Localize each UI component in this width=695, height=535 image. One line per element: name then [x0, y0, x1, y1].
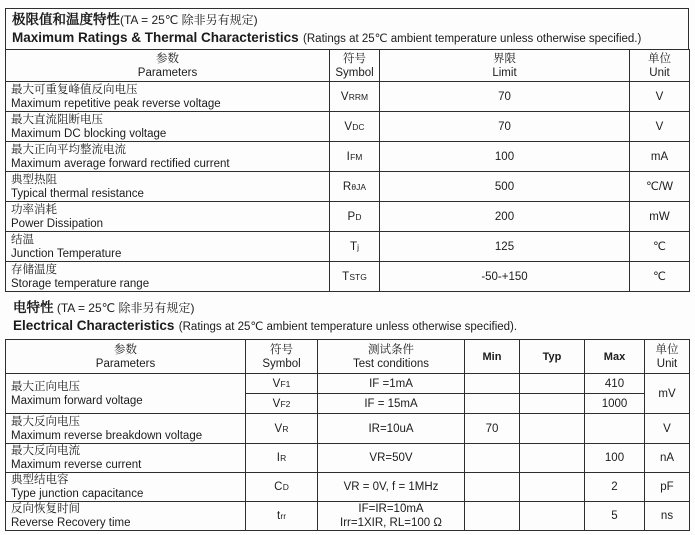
- min-cell: [465, 394, 520, 414]
- symbol-cell: CD: [246, 473, 318, 502]
- unit-cell: mW: [630, 202, 690, 232]
- symbol-cell: VRRM: [330, 82, 380, 112]
- param-cell: 典型结电容 Type junction capacitance: [6, 473, 246, 502]
- min-cell: [465, 374, 520, 394]
- unit-cell: ℃/W: [630, 172, 690, 202]
- electrical-title: [5, 298, 689, 339]
- col-header-symbol: 符号 Symbol: [330, 50, 380, 82]
- max-cell: 2: [585, 473, 645, 502]
- unit-cell: V: [630, 112, 690, 142]
- test-conditions-cell: VR = 0V, f = 1MHz: [318, 473, 465, 502]
- param-cell: 最大可重复峰值反向电压 Maximum repetitive peak reverse voltage: [6, 82, 330, 112]
- param-cell: 最大正向电压 Maximum forward voltage: [6, 374, 246, 414]
- test-conditions-cell: VR=50V: [318, 444, 465, 473]
- param-cell: 最大直流阻断电压 Maximum DC blocking voltage: [6, 112, 330, 142]
- param-cell: 结温 Junction Temperature: [6, 232, 330, 262]
- limit-cell: 70: [380, 112, 630, 142]
- table-row: [6, 262, 690, 292]
- col-header-symbol: 符号 Symbol: [246, 340, 318, 374]
- test-conditions-cell: IR=10uA: [318, 414, 465, 444]
- table-row: [6, 142, 690, 172]
- typ-cell: [520, 473, 585, 502]
- param-cell: 反向恢复时间 Reverse Recovery time: [6, 502, 246, 531]
- unit-cell: mV: [645, 374, 690, 414]
- unit-cell: nA: [645, 444, 690, 473]
- electrical-header-row: [6, 340, 690, 374]
- table-row: [6, 82, 690, 112]
- unit-cell: V: [645, 414, 690, 444]
- max-ratings-section: [5, 8, 689, 292]
- max-ratings-header-row: [6, 50, 690, 82]
- electrical-title-en-note: (Ratings at 25℃ ambient temperature unless otherwise specified).: [178, 321, 518, 333]
- param-cell: 存储温度 Storage temperature range: [6, 262, 330, 292]
- table-row: [6, 112, 690, 142]
- col-header-parameters: 参数 Parameters: [6, 340, 246, 374]
- table-row: [6, 473, 690, 502]
- unit-cell: ns: [645, 502, 690, 531]
- min-cell: 70: [465, 414, 520, 444]
- limit-cell: 500: [380, 172, 630, 202]
- limit-cell: 100: [380, 142, 630, 172]
- col-header-test-conditions: 测试条件 Test conditions: [318, 340, 465, 374]
- unit-cell: ℃: [630, 262, 690, 292]
- min-cell: [465, 444, 520, 473]
- max-ratings-title-zh-note: (TA = 25℃ 除非另有规定): [120, 13, 258, 27]
- symbol-cell: PD: [330, 202, 380, 232]
- max-ratings-title-zh-bold: 极限值和温度特性: [12, 12, 120, 27]
- param-cell: 最大反向电压 Maximum reverse breakdown voltage: [6, 414, 246, 444]
- typ-cell: [520, 444, 585, 473]
- symbol-cell: RθJA: [330, 172, 380, 202]
- min-cell: [465, 502, 520, 531]
- unit-cell: pF: [645, 473, 690, 502]
- test-conditions-cell: IF = 15mA: [318, 394, 465, 414]
- limit-cell: 200: [380, 202, 630, 232]
- symbol-cell: IFM: [330, 142, 380, 172]
- symbol-cell: IR: [246, 444, 318, 473]
- symbol-cell: VR: [246, 414, 318, 444]
- max-cell: 410: [585, 374, 645, 394]
- col-header-unit: 单位 Unit: [645, 340, 690, 374]
- electrical-title-en-bold: Electrical Characteristics: [13, 318, 175, 333]
- electrical-table: [5, 339, 690, 531]
- electrical-title-zh-bold: 电特性: [13, 300, 54, 315]
- min-cell: [465, 473, 520, 502]
- table-row: [6, 374, 690, 394]
- max-cell: 1000: [585, 394, 645, 414]
- limit-cell: 70: [380, 82, 630, 112]
- symbol-cell: VF2: [246, 394, 318, 414]
- max-ratings-title-zh: [12, 11, 684, 29]
- max-cell: [585, 414, 645, 444]
- limit-cell: -50-+150: [380, 262, 630, 292]
- limit-cell: 125: [380, 232, 630, 262]
- typ-cell: [520, 502, 585, 531]
- col-header-max: Max: [585, 340, 645, 374]
- electrical-title-zh-note: (TA = 25℃ 除非另有规定): [53, 301, 195, 315]
- unit-cell: mA: [630, 142, 690, 172]
- max-ratings-table: [5, 49, 690, 292]
- table-row: [6, 172, 690, 202]
- electrical-title-zh: [13, 299, 689, 317]
- max-cell: 100: [585, 444, 645, 473]
- table-row: [6, 444, 690, 473]
- typ-cell: [520, 374, 585, 394]
- col-header-limit: 界限 Limit: [380, 50, 630, 82]
- table-row: [6, 502, 690, 531]
- max-ratings-title-en-note: (Ratings at 25℃ ambient temperature unless otherwise specified.): [303, 33, 642, 45]
- symbol-cell: VF1: [246, 374, 318, 394]
- col-header-min: Min: [465, 340, 520, 374]
- symbol-cell: VDC: [330, 112, 380, 142]
- symbol-cell: Tj: [330, 232, 380, 262]
- typ-cell: [520, 394, 585, 414]
- param-cell: 最大反向电流 Maximum reverse current: [6, 444, 246, 473]
- electrical-characteristics-section: [5, 298, 689, 531]
- max-ratings-title-en-bold: Maximum Ratings & Thermal Characteristics: [12, 30, 299, 45]
- symbol-cell: TSTG: [330, 262, 380, 292]
- unit-cell: V: [630, 82, 690, 112]
- max-ratings-title-en: [12, 29, 684, 48]
- typ-cell: [520, 414, 585, 444]
- col-header-unit: 单位 Unit: [630, 50, 690, 82]
- table-row: [6, 232, 690, 262]
- max-cell: 5: [585, 502, 645, 531]
- test-conditions-cell: IF=IR=10mA Irr=1XIR, RL=100 Ω: [318, 502, 465, 531]
- table-row: [6, 414, 690, 444]
- test-conditions-cell: IF =1mA: [318, 374, 465, 394]
- electrical-title-en: [13, 317, 689, 336]
- symbol-cell: trr: [246, 502, 318, 531]
- col-header-typ: Typ: [520, 340, 585, 374]
- col-header-parameters: 参数 Parameters: [6, 50, 330, 82]
- param-cell: 典型热阻 Typical thermal resistance: [6, 172, 330, 202]
- param-cell: 功率消耗 Power Dissipation: [6, 202, 330, 232]
- unit-cell: ℃: [630, 232, 690, 262]
- max-ratings-title: [5, 8, 689, 49]
- param-cell: 最大正向平均整流电流 Maximum average forward rectified current: [6, 142, 330, 172]
- table-row: [6, 202, 690, 232]
